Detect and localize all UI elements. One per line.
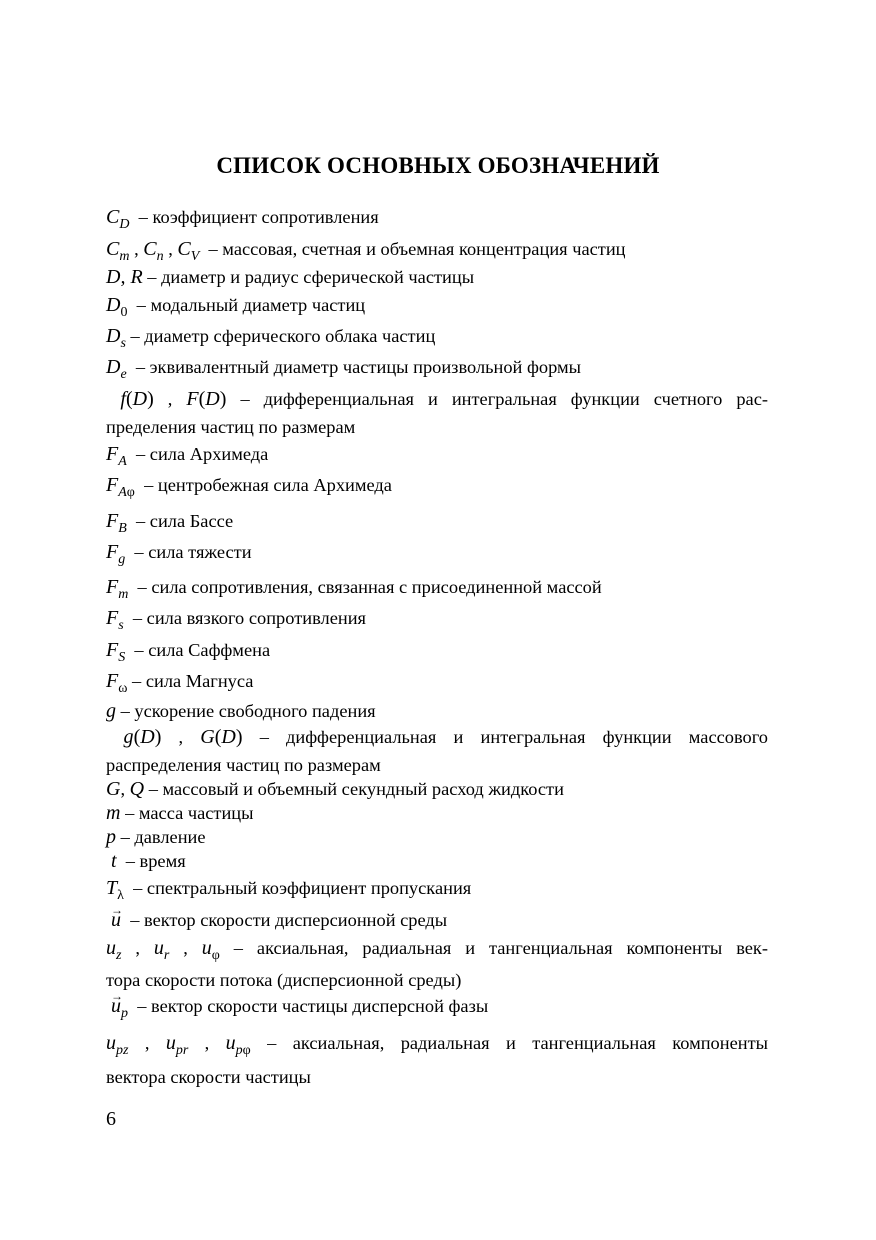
entry-text: тора скорости потока (дисперсионной среды) — [106, 970, 462, 990]
entry-text: вектора скорости частицы — [106, 1067, 311, 1087]
list-item — [106, 266, 768, 288]
entry-text: – дифференциальная и интегральная функции массового — [259, 727, 769, 747]
entry-text: – дифференциальная и интегральная функции счетного рас- — [240, 389, 768, 409]
list-item: $F_s$ – сила вязкого сопротивления — [106, 607, 366, 633]
list-item: G, Q – массовый и объемный секундный расход жидкости — [106, 778, 564, 800]
entry-text: – сила Саффмена — [134, 640, 271, 660]
list-item: t – время — [106, 850, 186, 872]
list-item: → $u_p$ – вектор скорости частицы дисперсной фазы — [106, 995, 768, 1017]
list-item: $D_s$ – диаметр сферического облака частиц — [106, 325, 436, 351]
list-item: $D_0$ – модальный диаметр частиц — [106, 294, 366, 320]
entry-text: – эквивалентный диаметр частицы произвольной формы — [135, 357, 582, 377]
entry-text: – сила Архимеда — [135, 444, 269, 464]
list-item: $F_\omega$ – сила Магнуса — [106, 670, 254, 696]
entry-text: – время — [125, 851, 186, 871]
list-item: $u_{pz}$ , $u_{pr}$ , $u_{p\varphi}$ – аксиальная, радиальная и тангенциальная компоненты — [106, 1032, 768, 1058]
entry-text: – масса частицы — [125, 803, 254, 823]
list-item: $T_\lambda$ – спектральный коэффициент пропускания — [106, 877, 472, 903]
entry-text: – ускорение свободного падения — [120, 701, 376, 721]
entry-text: – сила тяжести — [134, 542, 252, 562]
list-item: $F_A$ – сила Архимеда — [106, 443, 269, 469]
list-item: m – масса частицы — [106, 802, 254, 824]
entry-text: – диаметр сферического облака частиц — [130, 326, 436, 346]
entry-text: – сила Бассе — [135, 511, 234, 531]
list-item-continuation — [106, 1066, 768, 1088]
entry-text: – массовая, счетная и объемная концентрация частиц — [208, 239, 626, 259]
entry-text: – сила вязкого сопротивления — [132, 608, 366, 628]
entry-text: – массовый и объемный секундный расход жидкости — [148, 779, 564, 799]
page-title: СПИСОК ОСНОВНЫХ ОБОЗНАЧЕНИЙ — [216, 153, 660, 178]
symbol: D, R — [106, 266, 143, 288]
list-item: $C_D$ – коэффициент сопротивления — [106, 206, 379, 232]
entry-text: пределения частиц по размерам — [106, 417, 356, 437]
entry-text: распределения частиц по размерам — [106, 755, 381, 775]
list-item-continuation — [106, 969, 768, 991]
list-item: $F_g$ – сила тяжести — [106, 541, 252, 567]
page-number: 6 — [106, 1108, 116, 1130]
entry-text: – аксиальная, радиальная и тангенциальная компоненты век- — [233, 938, 768, 958]
list-item: $F_m$ – сила сопротивления, связанная с присоединенной массой — [106, 576, 602, 602]
list-item-continuation — [106, 754, 768, 776]
entry-text: – коэффициент сопротивления — [138, 207, 379, 227]
list-item: $C_m$ , $C_n$ , $C_V$ – массовая, счетная и объемная концентрация частиц — [106, 238, 626, 264]
list-item: $F_B$ – сила Бассе — [106, 510, 234, 536]
entry-text: – давление — [120, 827, 206, 847]
entry-text: – аксиальная, радиальная и тангенциальная компоненты — [267, 1033, 768, 1053]
entry-text: – сила сопротивления, связанная с присоединенной массой — [137, 577, 602, 597]
entry-text: – вектор скорости частицы дисперсной фазы — [137, 996, 489, 1016]
entry-text: – сила Магнуса — [132, 671, 254, 691]
entry-text: – диаметр и радиус сферической частицы — [147, 267, 475, 287]
list-item: p – давление — [106, 826, 206, 848]
list-item: f(D) , F(D) – дифференциальная и интегральная функции счетного рас- — [106, 388, 768, 410]
list-item: $F_S$ – сила Саффмена — [106, 639, 271, 665]
list-item: $F_{A\varphi}$ – центробежная сила Архимеда — [106, 474, 392, 500]
list-item: g – ускорение свободного падения — [106, 700, 376, 722]
entry-text: – спектральный коэффициент пропускания — [133, 878, 472, 898]
list-item: → u – вектор скорости дисперсионной среды — [106, 909, 768, 931]
list-item: g(D) , G(D) – дифференциальная и интегральная функции массового — [106, 726, 769, 748]
entry-text: – центробежная сила Архимеда — [144, 475, 392, 495]
entry-text: – вектор скорости дисперсионной среды — [130, 910, 448, 930]
entry-text: – модальный диаметр частиц — [136, 295, 366, 315]
list-item: $u_z$ , $u_r$ , $u_\varphi$ – аксиальная, радиальная и тангенциальная компоненты век- — [106, 937, 768, 963]
list-item: $D_e$ – эквивалентный диаметр частицы произвольной формы — [106, 356, 582, 382]
list-item-continuation — [106, 416, 768, 438]
